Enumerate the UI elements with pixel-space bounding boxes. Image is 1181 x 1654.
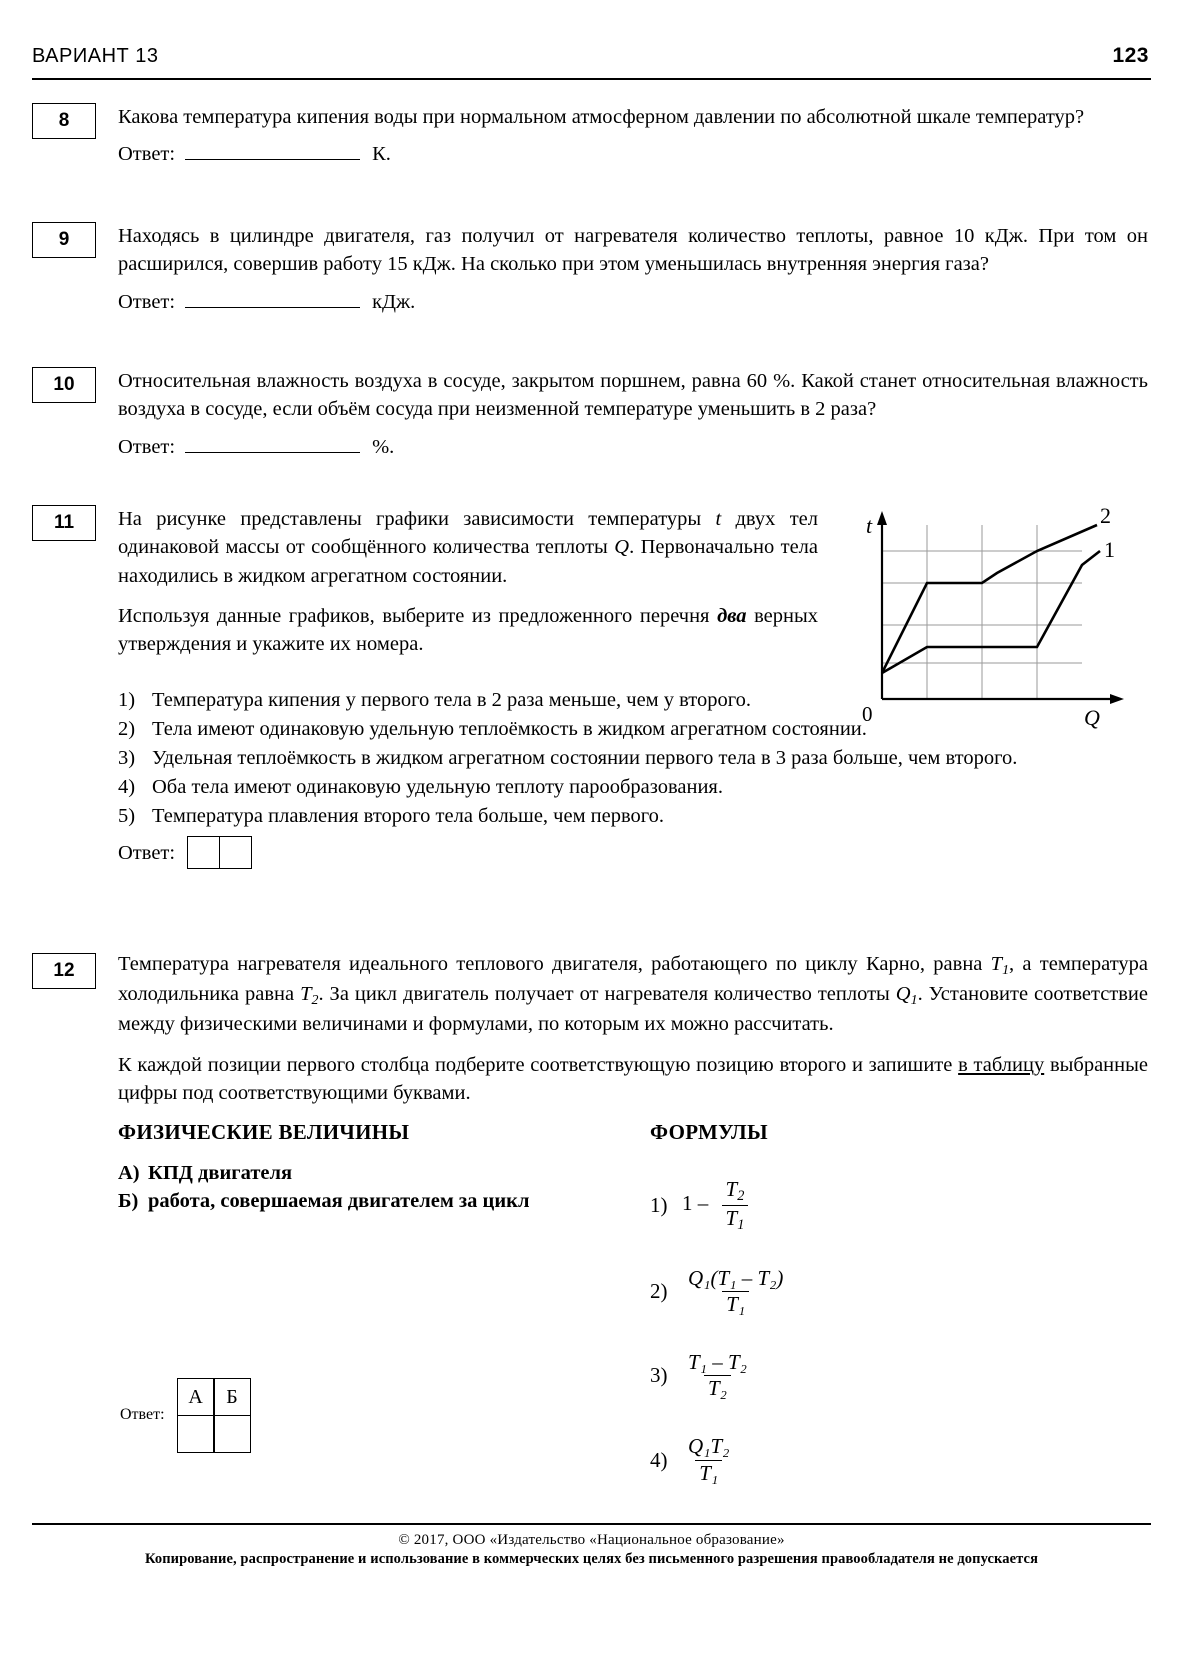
x-axis-arrow bbox=[1110, 694, 1124, 704]
task-11-para-2 bbox=[118, 602, 818, 659]
formula-2 bbox=[650, 1267, 1100, 1317]
option-text: Тела имеют одинаковую удельную теплоёмкость в жидком агрегатном состоянии. bbox=[152, 717, 867, 740]
y-axis-arrow bbox=[877, 511, 887, 525]
quantities-column bbox=[118, 1160, 578, 1216]
answer-table-value-a[interactable] bbox=[177, 1415, 215, 1453]
task-11-var-t: t bbox=[715, 508, 722, 530]
variant-label: ВАРИАНТ 13 bbox=[32, 45, 159, 67]
task-12-para1-d: . Установите соответствие между физическими величинами и формулами, по которым их можно рассчитать. bbox=[118, 983, 1148, 1036]
task-12-para2-b: выбранные цифры под соответствующими буквами. bbox=[118, 1053, 1148, 1104]
task-number-8: 8 bbox=[32, 103, 96, 139]
header-divider bbox=[32, 78, 1151, 80]
task-12-para-1 bbox=[118, 950, 1148, 1039]
column-title-formulas: ФОРМУЛЫ bbox=[650, 1120, 768, 1144]
option-marker: 1) bbox=[118, 689, 136, 711]
task-11-emph-dva: два bbox=[717, 604, 747, 627]
option-text: Температура кипения у первого тела в 2 раза меньше, чем у второго. bbox=[152, 689, 752, 711]
option-marker: 4) bbox=[118, 775, 136, 798]
curve-1 bbox=[882, 551, 1100, 673]
task-number-9: 9 bbox=[32, 222, 96, 258]
fraction-denominator: T bbox=[725, 1205, 738, 1230]
task-10-answer-row bbox=[118, 433, 1148, 461]
task-8-answer-row bbox=[118, 140, 1148, 168]
curve-label-2: 2 bbox=[1100, 503, 1111, 528]
quantity-item-b bbox=[118, 1188, 578, 1216]
task-11-para1-b: двух тел одинаковой массы от сообщённого количества теплоты bbox=[118, 508, 818, 559]
quantity-text: КПД двигателя bbox=[148, 1162, 293, 1184]
fraction-numerator: Q₁T₂ bbox=[688, 1434, 730, 1458]
option-text: Удельная теплоёмкость в жидком агрегатном состоянии первого тела в 3 раза больше, чем второго. bbox=[152, 746, 1018, 769]
formula-1-expression: 1 – $\frac{T_2}{T_1}$ bbox=[682, 1178, 750, 1233]
task-12-body bbox=[118, 950, 1148, 1109]
option-text: Оба тела имеют одинаковую удельную теплоту парообразования. bbox=[152, 775, 723, 798]
quantity-item-a bbox=[118, 1160, 578, 1188]
quantity-marker: А) bbox=[118, 1162, 140, 1184]
task-11-para1-c: . Первоначально тела находились в жидком агрегатном состоянии. bbox=[118, 536, 818, 587]
task-12-var-t1-sub: 1 bbox=[1002, 962, 1010, 978]
formula-4 bbox=[650, 1435, 1100, 1485]
answer-unit-8: К. bbox=[372, 143, 391, 166]
answer-table-header-b: Б bbox=[213, 1378, 251, 1416]
formula-index: 3) bbox=[650, 1363, 668, 1388]
task-8-text: Какова температура кипения воды при нормальном атмосферном давлении по абсолютной шкале температур? bbox=[118, 106, 1085, 128]
task-12-answer-row bbox=[120, 1378, 251, 1453]
origin-label: 0 bbox=[862, 702, 873, 726]
task-12-var-t2-sub: 2 bbox=[311, 993, 319, 1008]
task-number-11: 11 bbox=[32, 505, 96, 541]
formula-index: 4) bbox=[650, 1447, 668, 1472]
fraction-numerator: T₁ – T₂ bbox=[688, 1349, 747, 1374]
answer-label-8: Ответ: bbox=[118, 143, 176, 166]
answer-label-10: Ответ: bbox=[118, 435, 176, 458]
column-title-quantities: ФИЗИЧЕСКИЕ ВЕЛИЧИНЫ bbox=[118, 1120, 410, 1144]
page-footer bbox=[32, 1532, 1151, 1568]
task-11-option-5 bbox=[118, 803, 1148, 831]
task-12-para-2 bbox=[118, 1051, 1148, 1108]
option-marker: 2) bbox=[118, 717, 136, 740]
fraction-denominator: T₁ bbox=[695, 1460, 722, 1486]
task-12-para1-c: . За цикл двигатель получает от нагревателя количество теплоты bbox=[318, 983, 896, 1006]
task-number-12: 12 bbox=[32, 953, 96, 989]
axis-label-t: t bbox=[866, 513, 873, 538]
fraction-denominator: T₁ bbox=[722, 1291, 749, 1317]
heating-curve-chart bbox=[832, 503, 1132, 733]
answer-table-value-row bbox=[177, 1415, 252, 1453]
page-header bbox=[32, 44, 1149, 68]
quantity-marker: Б) bbox=[118, 1189, 139, 1212]
task-11-var-q: Q bbox=[614, 536, 630, 559]
answer-table-12 bbox=[177, 1378, 252, 1453]
option-text: Температура плавления второго тела больше, чем первого. bbox=[152, 804, 665, 827]
copyright-line: © 2017, ООО «Издательство «Национальное образование» bbox=[398, 1532, 785, 1548]
fraction-denominator-sub: 1 bbox=[737, 1216, 745, 1233]
task-number-10: 10 bbox=[32, 367, 96, 403]
task-9-text: Находясь в цилиндре двигателя, газ получил от нагревателя количество теплоты, равное 10 кДж. При том он расширился, совершив работу 15 кДж. На сколько при этом уменьшилась внутренняя энергия газа? bbox=[118, 225, 1148, 276]
quantities-list bbox=[118, 1160, 578, 1216]
answer-cells-11 bbox=[187, 836, 252, 869]
formula-index: 1) bbox=[650, 1192, 668, 1217]
answer-cell[interactable] bbox=[187, 836, 220, 869]
task-11-option-3 bbox=[118, 745, 1148, 773]
answer-blank-10[interactable] bbox=[185, 434, 360, 453]
answer-unit-9: кДж. bbox=[372, 290, 416, 313]
answer-table-header-a: А bbox=[177, 1378, 215, 1416]
answer-table-value-b[interactable] bbox=[213, 1415, 251, 1453]
task-11-para1-a: На рисунке представлены графики зависимости температуры bbox=[118, 508, 716, 530]
task-11-para-1 bbox=[118, 505, 818, 590]
fraction-numerator: Q₁(T₁ – T₂) bbox=[688, 1265, 784, 1290]
axis-label-q: Q bbox=[1084, 705, 1100, 730]
fraction-denominator: T₂ bbox=[704, 1375, 731, 1401]
task-12-var-q1: Q bbox=[895, 983, 911, 1006]
answer-cell[interactable] bbox=[219, 836, 252, 869]
task-12-para1-b: , а температура холодильника равна bbox=[118, 953, 1148, 1006]
formula-index: 2) bbox=[650, 1279, 668, 1304]
fraction-numerator-sub: 2 bbox=[737, 1187, 745, 1204]
formula-3 bbox=[650, 1351, 1100, 1401]
task-8-body bbox=[118, 103, 1148, 169]
fraction bbox=[684, 1351, 751, 1401]
fraction bbox=[684, 1435, 733, 1485]
task-12-para2-underlined: в таблицу bbox=[958, 1053, 1045, 1076]
task-12-para1-a: Температура нагревателя идеального теплового двигателя, работающего по циклу Карно, равна bbox=[118, 953, 991, 975]
page-number: 123 bbox=[1112, 44, 1149, 67]
task-12-var-t2: T bbox=[300, 983, 312, 1006]
answer-blank-8[interactable] bbox=[185, 141, 360, 160]
task-10-body bbox=[118, 367, 1148, 461]
task-12-var-t1: T bbox=[990, 953, 1003, 975]
task-10-text: Относительная влажность воздуха в сосуде, закрытом поршнем, равна 60 %. Какой станет относительная влажность воздуха в сосуде, если объём сосуда при неизменной температуре уменьшить в 2 раза? bbox=[118, 370, 1148, 421]
formulas-column bbox=[650, 1178, 1100, 1513]
answer-label-12: Ответ: bbox=[120, 1406, 165, 1424]
usage-notice-line: Копирование, распространение и использование в коммерческих целях без письменного разрешения правообладателя не допускается bbox=[144, 1551, 1039, 1567]
task-11-graph-figure bbox=[832, 503, 1132, 738]
task-9-body bbox=[118, 222, 1148, 316]
task-11-intro bbox=[118, 505, 818, 660]
task-12-para2-a: К каждой позиции первого столбца подберите соответствующую позицию второго и запишите bbox=[118, 1053, 959, 1076]
footer-divider bbox=[32, 1523, 1151, 1525]
formula-1 bbox=[650, 1178, 1100, 1233]
task-12-var-q1-sub: 1 bbox=[910, 993, 918, 1008]
answer-blank-9[interactable] bbox=[185, 289, 360, 308]
fraction bbox=[684, 1267, 787, 1317]
option-marker: 5) bbox=[118, 804, 136, 827]
fraction-numerator: T bbox=[725, 1177, 738, 1201]
task-11-para2-a: Используя данные графиков, выберите из предложенного перечня bbox=[118, 604, 718, 627]
task-9-answer-row bbox=[118, 288, 1148, 316]
curve-label-1: 1 bbox=[1104, 537, 1115, 562]
answer-label-9: Ответ: bbox=[118, 290, 176, 313]
answer-label-11: Ответ: bbox=[118, 841, 176, 864]
answer-unit-10: %. bbox=[372, 435, 395, 458]
quantity-text: работа, совершаемая двигателем за цикл bbox=[148, 1189, 530, 1212]
answer-table-header-row bbox=[177, 1378, 252, 1416]
task-11-para2-b: верных утверждения и укажите их номера. bbox=[118, 604, 818, 656]
option-marker: 3) bbox=[118, 746, 136, 769]
task-11-answer-row bbox=[118, 836, 1148, 869]
task-11-option-4 bbox=[118, 774, 1148, 802]
fraction bbox=[722, 1178, 749, 1233]
